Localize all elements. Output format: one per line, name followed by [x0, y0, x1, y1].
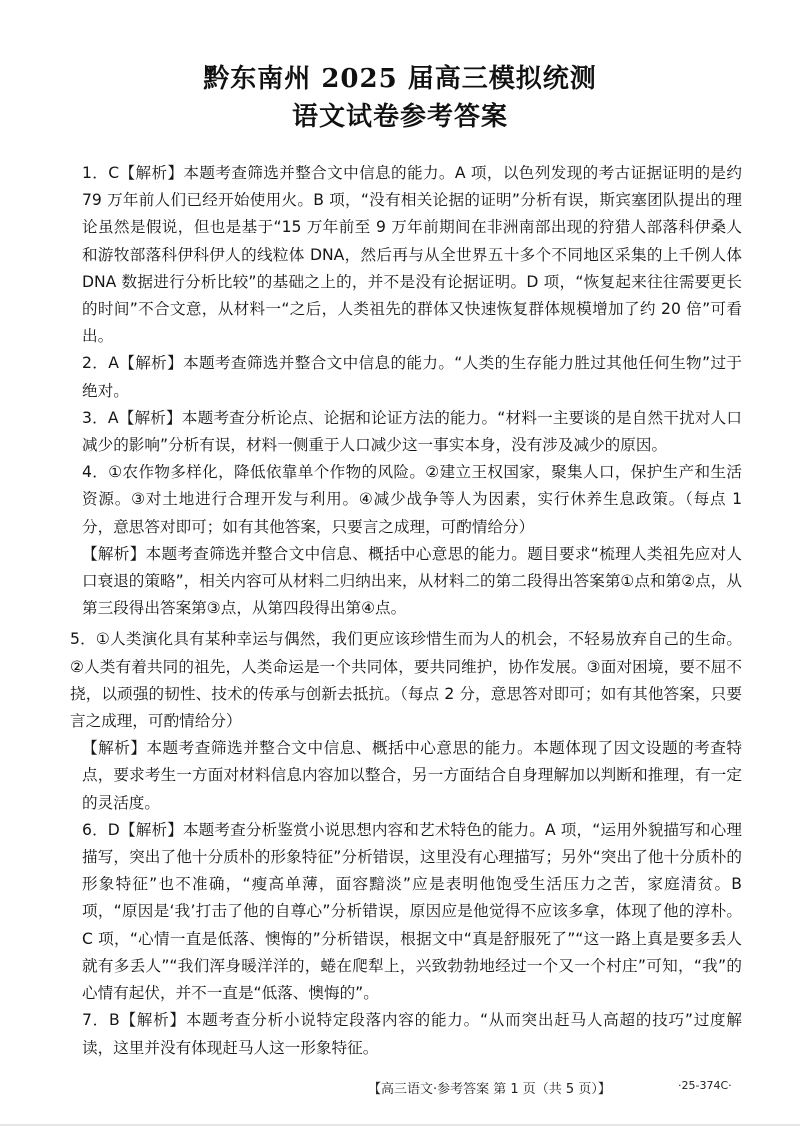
page-number-label: 【高三语文·参考答案 第 1 页（共 5 页）】 [368, 1082, 611, 1097]
answer-item-5: 5．①人类演化具有某种幸运与偶然，我们更应该珍惜生而为人的机会，不轻易放弃自己的生命。②人类有着共同的祖先，人类命运是一个共同体，要共同维护，协作发展。③面对困境，要不屈不挠，以顽强的韧性、技术的传承与创新去抵抗。（每点 2 分，意思答对即可；如有其他答案，只要言之成理，可酌情给分） [70, 630, 742, 731]
answer-item-4-analysis: 【解析】本题考查筛选并整合文中信息、概括中心意思的能力。题目要求“梳理人类祖先应对人口衰退的策略”，相关内容可从材料二归纳出来，从材料二的第二段得出答案第①点和第②点，从第三段得出答案第③点，从第四段得出第④点。 [82, 544, 742, 618]
document-subtitle: 语文试卷参考答案 [291, 102, 508, 132]
answer-item-2: 2．A【解析】本题考查筛选并整合文中信息的能力。“人类的生存能力胜过其他任何生物”过于绝对。 [82, 354, 742, 400]
answer-item-6: 6．D【解析】本题考查分析鉴赏小说思想内容和艺术特色的能力。A 项，“运用外貌描写和心理描写，突出了他十分质朴的形象特征”分析错误，这里没有心理描写；另外“突出了他十分质朴的形象特征”也不准确，“瘦高单薄，面容黯淡”应是表明他饱受生活压力之苦，家庭清贫。B 项，“原因是‘我’打击了他的自尊心”分析错误，原因应是他觉得不应该多拿，体现了他的淳朴。C 项，“心情一直是低落、懊悔的”分析错误，根据文中“真是舒服死了”“这一路上真是要多丢人就有多丢人”“我们浑身暖洋洋的，蜷在爬犁上，兴致勃勃地经过一个又一个村庄”可知，“我”的心情有起伏，并不一直是“低落、懊悔的”。 [82, 820, 742, 1003]
exam-code: ·25-374C· [678, 1079, 732, 1092]
answer-item-3: 3．A【解析】本题考查分析论点、论据和论证方法的能力。“材料一主要谈的是自然干扰对人口减少的影响”分析有误，材料一侧重于人口减少这一事实本身，没有涉及减少的原因。 [82, 408, 742, 455]
answer-content [70, 160, 742, 1062]
document-title: 黔东南州 2025 届高三模拟统测 [203, 64, 597, 94]
answer-item-4: 4．①农作物多样化，降低依靠单个作物的风险。②建立王权国家，聚集人口，保护生产和生活资源。③对土地进行合理开发与利用。④减少战争等人为因素，实行休养生息政策。（每点 1 分，意思答对即可；如有其他答案，只要言之成理，可酌情给分） [82, 463, 742, 536]
bottom-divider [0, 1124, 800, 1126]
answer-item-5-analysis: 【解析】本题考查筛选并整合文中信息、概括中心意思的能力。本题体现了因文设题的考查特点，要求考生一方面对材料信息内容加以整合，另一方面结合自身理解加以判断和推理，有一定的灵活度。 [82, 739, 742, 812]
answer-item-7: 7．B【解析】本题考查分析小说特定段落内容的能力。“从而突出赶马人高超的技巧”过度解读，这里并没有体现赶马人这一形象特征。 [82, 1011, 742, 1057]
answer-item-1: 1．C【解析】本题考查筛选并整合文中信息的能力。A 项，以色列发现的考古证据证明的是约 79 万年前人们已经开始使用火。B 项，“没有相关论据的证明”分析有误，斯宾塞团队提出的理论虽然是假说，但也是基于“15 万年前至 9 万年前期间在非洲南部出现的狩猎人部落科伊桑人和游牧部落科伊科伊人的线粒体 DNA，然后再与从全世界五十多个不同地区采集的上千例人体 DNA 数据进行分析比较”的基础之上的，并不是没有论据证明。D 项，“恢复起来往往需要更长的时间”不合文意，从材料一“之后，人类祖先的群体又快速恢复群体规模增加了约 20 倍”可看出。 [82, 164, 742, 346]
